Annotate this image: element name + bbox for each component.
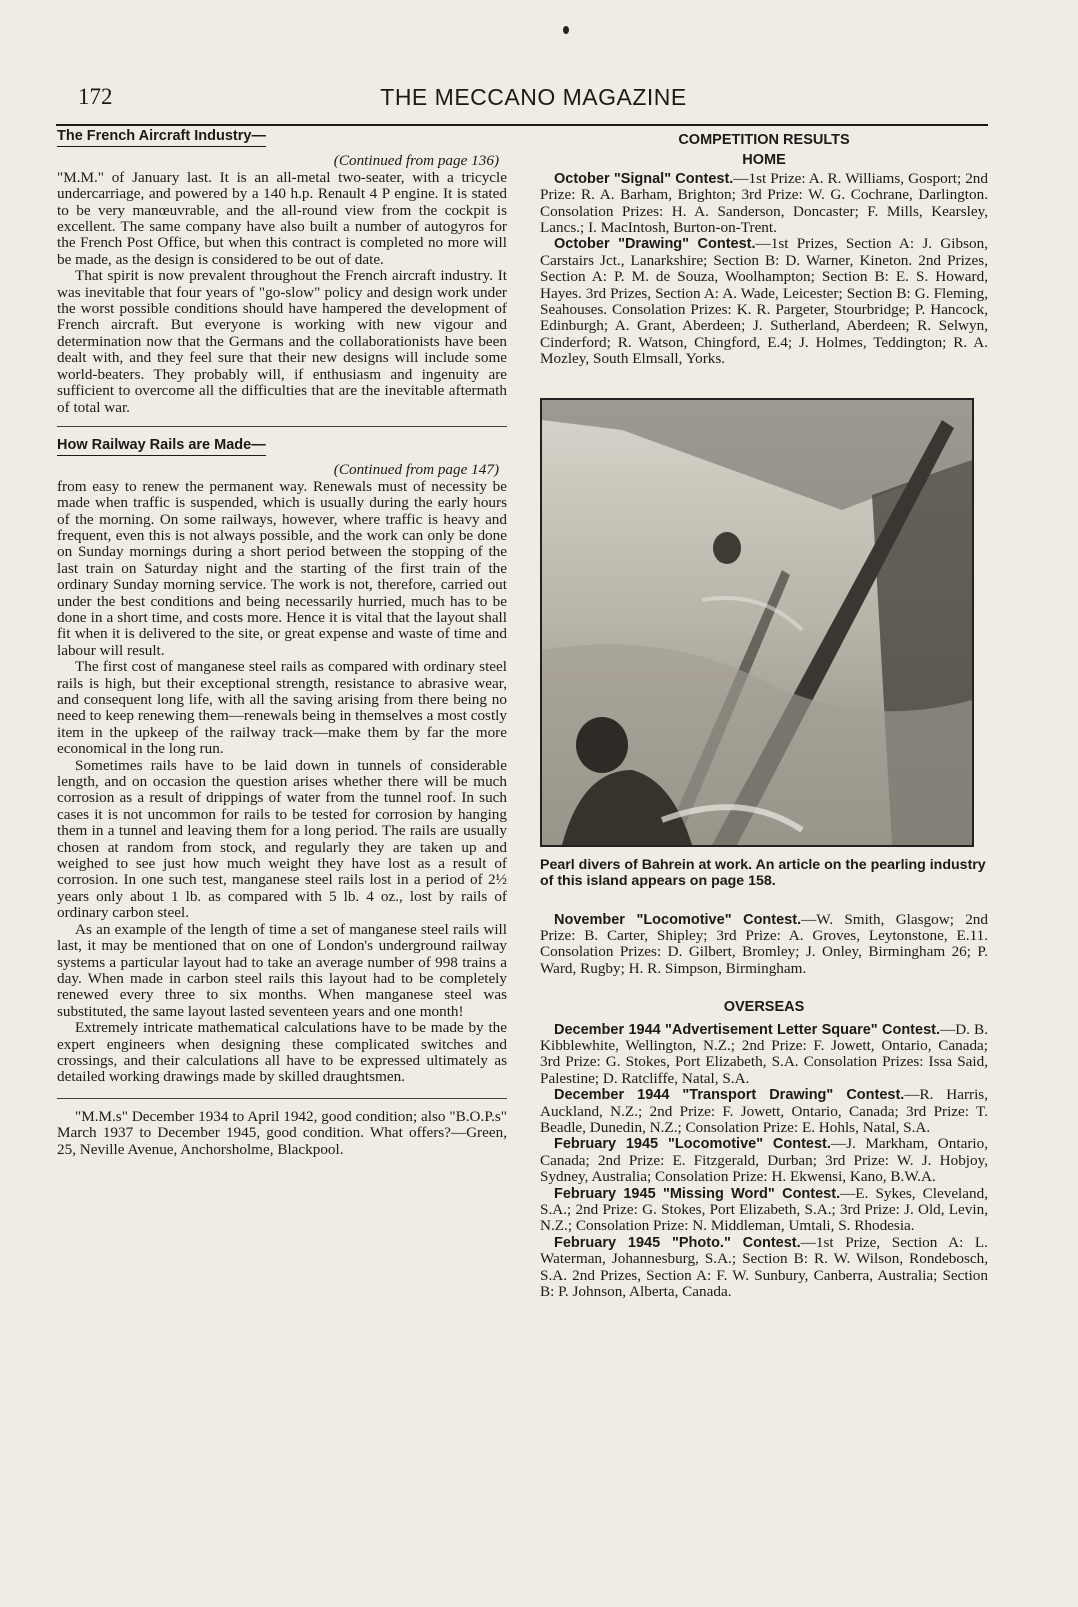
section-divider bbox=[57, 426, 507, 427]
competition-title: COMPETITION RESULTS bbox=[678, 132, 850, 148]
classified-advert bbox=[57, 1098, 507, 1158]
contest-name: November "Locomotive" Contest. bbox=[554, 911, 802, 928]
contest-name: December 1944 "Transport Drawing" Contest. bbox=[554, 1087, 905, 1104]
result-entry bbox=[540, 1235, 988, 1301]
aircraft-heading: The French Aircraft Industry— bbox=[57, 128, 266, 147]
rails-paragraph: Extremely intricate mathematical calculations have to be made by the expert engineers when designing these complicated switches and crossings, and their calculations all have to be expressed ultimately as detailed working drawings made by skilled draughtsmen. bbox=[57, 1019, 507, 1086]
right-column bbox=[540, 132, 988, 1300]
rails-continued: (Continued from page 147) bbox=[333, 461, 499, 479]
header-rule bbox=[56, 124, 988, 126]
magazine-title: THE MECCANO MAGAZINE bbox=[380, 84, 687, 110]
result-text: —E. Sykes, Cleveland, S.A.; 2nd Prize: G. Stokes, Port Elizabeth, S.A.; 3rd Prize: J. Old, Levin, N.Z.; Consolation Prize: N. Middleman, Umtali, S. Rhodesia. bbox=[540, 1184, 989, 1235]
advert-text: "M.M.s" December 1934 to April 1942, good condition; also "B.O.P.s" March 1937 to December 1945, good condition. What offers?—Green, 25, Neville Avenue, Anchorsholme, Blackpool. bbox=[57, 1107, 507, 1158]
contest-name: February 1945 "Locomotive" Contest. bbox=[554, 1136, 831, 1153]
contest-name: October "Drawing" Contest. bbox=[554, 236, 756, 253]
result-entry bbox=[540, 1022, 988, 1088]
contest-name: February 1945 "Photo." Contest. bbox=[554, 1234, 801, 1251]
photo-caption: Pearl divers of Bahrein at work. An article on the pearling industry of this island appears on page 158. bbox=[540, 856, 986, 890]
printer-mark bbox=[563, 26, 569, 34]
overseas-heading: OVERSEAS bbox=[723, 999, 805, 1016]
result-entry bbox=[540, 912, 988, 978]
contest-name: October "Signal" Contest. bbox=[554, 170, 734, 187]
rails-paragraph: The first cost of manganese steel rails as compared with ordinary steel rails is high, but their exceptional strength, resistance to abrasive wear, and consequent long life, with all the saving arising from there being no need to keep renewing them—renewals being in themselves a most costly item in the upkeep of the railway track—make them by far the more economical in the long run. bbox=[57, 658, 507, 758]
contest-name: December 1944 "Advertisement Letter Square" Contest. bbox=[554, 1021, 940, 1038]
home-heading: HOME bbox=[742, 152, 786, 169]
contest-name: February 1945 "Missing Word" Contest. bbox=[554, 1185, 841, 1202]
result-entry bbox=[540, 171, 988, 237]
left-column bbox=[57, 128, 507, 1158]
result-text: —1st Prize: A. R. Williams, Gosport; 2nd Prize: R. A. Barham, Brighton; 3rd Prize: W. G. Cochrane, Darlington. Consolation Prizes: H. A. Sanderson, Doncaster; F. Mills, Kearsley, Lancs.; I. MacIntosh, Burton-on-Trent. bbox=[540, 169, 988, 237]
result-entry bbox=[540, 236, 988, 367]
aircraft-paragraph: That spirit is now prevalent throughout the French aircraft industry. It was inevitable that four years of "go-slow" policy and design work under the worst possible conditions should have hampered the development of French aircraft. But everyone is working with new vigour and determination now that the Germans and the collaborationists have been dealt with, and they feel sure that their new designs will include some world-beaters. They probably will, if enthusiasm and ingenuity are sufficient to overcome all the difficulties that are the inevitable aftermath of total war. bbox=[57, 267, 507, 416]
result-text: —D. B. Kibblewhite, Wellington, N.Z.; 2nd Prize: F. Jowett, Ontario, Canada; 3rd Prize: G. Stokes, Port Elizabeth, S.A. Consolation Prizes: Issa Said, Palestine; D. Ratcliffe, Natal, S.A. bbox=[540, 1020, 988, 1087]
aircraft-continued: (Continued from page 136) bbox=[333, 152, 499, 170]
result-text: —1st Prize, Section A: L. Waterman, Johannesburg, S.A.; Section B: R. W. Wilson, Rondebosch, S.A. 2nd Prizes, Section A: F. W. Sunbury, Canberra, Australia; Section B: P. Johnson, Alberta, Canada. bbox=[540, 1233, 988, 1301]
aircraft-paragraph: "M.M." of January last. It is an all-metal two-seater, with a tricycle undercarriage, and powered by a 140 h.p. Renault 4 P engine. It is stated to be very manœuvrable, and the all-round view from the cockpit is excellent. The same company have also built a number of autogyros for the French Post Office, but when this contract is completed no more will be made, as the design is considered to be out of date. bbox=[57, 168, 507, 268]
result-text: —1st Prizes, Section A: J. Gibson, Carstairs Jct., Lanarkshire; Section B: D. Warner, Kineton. 2nd Prizes, Section A: P. M. de Souza, Woolhampton; Section B: E. S. Howard, Hayes. 3rd Prizes, Section A: A. Wade, Leicester; Section B: G. Fleming, Seahouses. Consolation Prizes: K. R. Pargeter, Stourbridge; P. Hancock, Edinburgh; A. Grant, Aberdeen; J. Sutherland, Aberdeen; R. Selwyn, Cinderford; R. Watson, Chingford, E.4; J. Holmes, Teddington; R. A. Mozley, South Elmsall, Yorks. bbox=[540, 235, 988, 368]
result-text: —W. Smith, Glasgow; 2nd Prize: B. Carter, Shipley; 3rd Prize: A. Groves, Leytonstone, E.11. Consolation Prizes: D. Gilbert, Bromley; J. Onley, Birmingham 26; P. Ward, Rugby; H. R. Simpson, Birmingham. bbox=[540, 910, 988, 977]
rails-paragraph: from easy to renew the permanent way. Renewals must of necessity be made when traffic is suspended, which is usually during the early hours of the morning. On some railways, however, where traffic is heavy and frequent, even this is not always possible, and the work can only be done on Sunday mornings during a short period between the stopping of the last train on Saturday night and the starting of the first train of the ordinary Sunday morning service. The work is not, therefore, carried out under the best conditions and being necessarily hurried, much has to be done in a short time, and costs more. Hence it is vital that the layout shall fit when it is delivered to the site, or great expense and waste of time and labour will result. bbox=[57, 477, 507, 659]
rails-heading: How Railway Rails are Made— bbox=[57, 437, 266, 456]
rails-paragraph: Sometimes rails have to be laid down in tunnels of considerable length, and on occasion the question arises whether there will be much corrosion as a result of drippings of water from the tunnel roof. In such cases it is not uncommon for rails to be tested for corrosion by hanging them in a tunnel and leaving them for a long period. The rails are usually chosen at random from stock, and regularly they are taken up and weighed to see just how much weight they have lost as a result of corrosion. In one such test, manganese steel rails lost in a period of 2½ years only about 1 lb. as compared with 5 lb. 4 oz., lost by rails of ordinary carbon steel. bbox=[57, 756, 507, 922]
result-text: —J. Markham, Ontario, Canada; 2nd Prize: E. Fitzgerald, Durban; 3rd Prize: W. J. Hobjoy, Sydney, Australia; Consolation Prize: H. Ekwensi, Kano, B.W.A. bbox=[540, 1135, 988, 1186]
result-entry bbox=[540, 1087, 988, 1136]
result-entry bbox=[540, 1186, 988, 1235]
page-number: 172 bbox=[78, 84, 113, 109]
rails-paragraph: As an example of the length of time a set of manganese steel rails will last, it may be mentioned that on one of London's underground railway systems a particular layout had to take an average number of 998 trains a day. When made in carbon steel rails this layout had to be completely renewed every three to six months. When manganese steel was substituted, the same layout lasted seventeen years and one month! bbox=[57, 920, 507, 1020]
page-header bbox=[78, 84, 989, 116]
photo-illustration bbox=[542, 400, 972, 845]
result-entry bbox=[540, 1136, 988, 1185]
pearl-divers-photo bbox=[540, 398, 974, 847]
result-text: —R. Harris, Auckland, N.Z.; 2nd Prize: F. Jowett, Ontario, Canada; 3rd Prize: T. Beadle, Dunedin, N.Z.; Consolation Prize: E. Hohls, Natal, S.A. bbox=[540, 1086, 988, 1136]
